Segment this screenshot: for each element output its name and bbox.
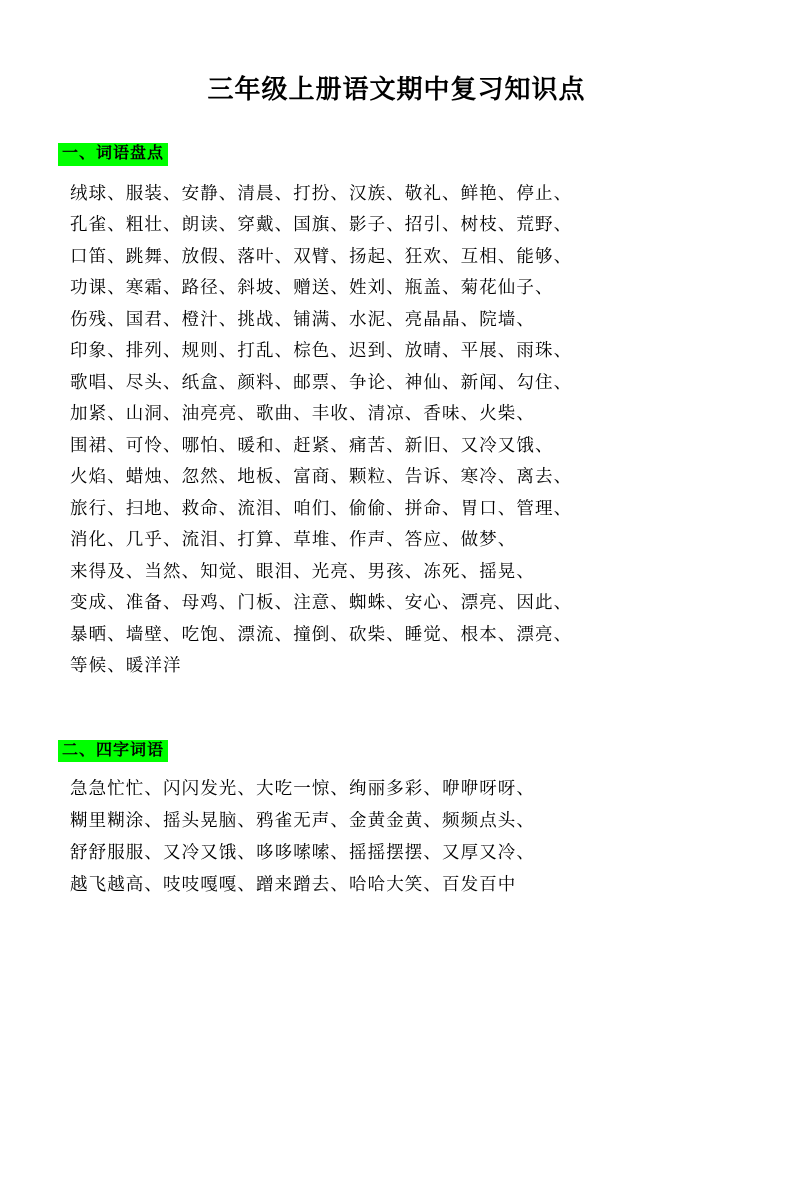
word-line: 歌唱、尽头、纸盒、颜料、邮票、争论、神仙、新闻、勾住、 bbox=[70, 371, 573, 392]
document-page bbox=[0, 74, 793, 1196]
section-heading-word-inventory: 一、词语盘点 bbox=[58, 143, 168, 166]
word-line: 糊里糊涂、摇头晃脑、鸦雀无声、金黄金黄、频频点头、 bbox=[70, 810, 535, 831]
word-line: 功课、寒霜、路径、斜坡、赠送、姓刘、瓶盖、菊花仙子、 bbox=[70, 277, 554, 298]
word-line: 加紧、山洞、油亮亮、歌曲、丰收、清凉、香味、火柴、 bbox=[70, 403, 535, 424]
word-line: 孔雀、粗壮、朗读、穿戴、国旗、影子、招引、树枝、荒野、 bbox=[70, 214, 573, 235]
word-line: 越飞越高、吱吱嘎嘎、蹭来蹭去、哈哈大笑、百发百中 bbox=[70, 874, 517, 895]
word-line: 围裙、可怜、哪怕、暖和、赶紧、痛苦、新旧、又冷又饿、 bbox=[70, 434, 554, 455]
word-line: 口笛、跳舞、放假、落叶、双臂、扬起、狂欢、互相、能够、 bbox=[70, 245, 573, 266]
word-line: 伤残、国君、橙汁、挑战、铺满、水泥、亮晶晶、院墙、 bbox=[70, 308, 535, 329]
word-line: 变成、准备、母鸡、门板、注意、蜘蛛、安心、漂亮、因此、 bbox=[70, 592, 573, 613]
page-title: 三年级上册语文期中复习知识点 bbox=[207, 75, 586, 104]
word-line: 暴晒、墙壁、吃饱、漂流、撞倒、砍柴、睡觉、根本、漂亮、 bbox=[70, 623, 573, 644]
section-heading-row-1 bbox=[58, 143, 737, 166]
section-heading-four-char-words: 二、四字词语 bbox=[58, 740, 168, 763]
word-line: 舒舒服服、又冷又饿、哆哆嗦嗦、摇摇摆摆、又厚又冷、 bbox=[70, 842, 535, 863]
word-line: 等候、暖洋洋 bbox=[70, 655, 182, 676]
word-line: 绒球、服装、安静、清晨、打扮、汉族、敬礼、鲜艳、停止、 bbox=[70, 182, 573, 203]
four-char-words-list bbox=[56, 772, 737, 900]
word-inventory-list bbox=[56, 178, 737, 682]
section-heading-row-2 bbox=[58, 740, 737, 763]
word-line: 消化、几乎、流泪、打算、草堆、作声、答应、做梦、 bbox=[70, 529, 517, 550]
word-line: 火焰、蜡烛、忽然、地板、富商、颗粒、告诉、寒冷、离去、 bbox=[70, 466, 573, 487]
word-line: 印象、排列、规则、打乱、棕色、迟到、放晴、平展、雨珠、 bbox=[70, 340, 573, 361]
word-line: 急急忙忙、闪闪发光、大吃一惊、绚丽多彩、咿咿呀呀、 bbox=[70, 778, 535, 799]
word-line: 旅行、扫地、救命、流泪、咱们、偷偷、拼命、胃口、管理、 bbox=[70, 497, 573, 518]
word-line: 来得及、当然、知觉、眼泪、光亮、男孩、冻死、摇晃、 bbox=[70, 560, 535, 581]
